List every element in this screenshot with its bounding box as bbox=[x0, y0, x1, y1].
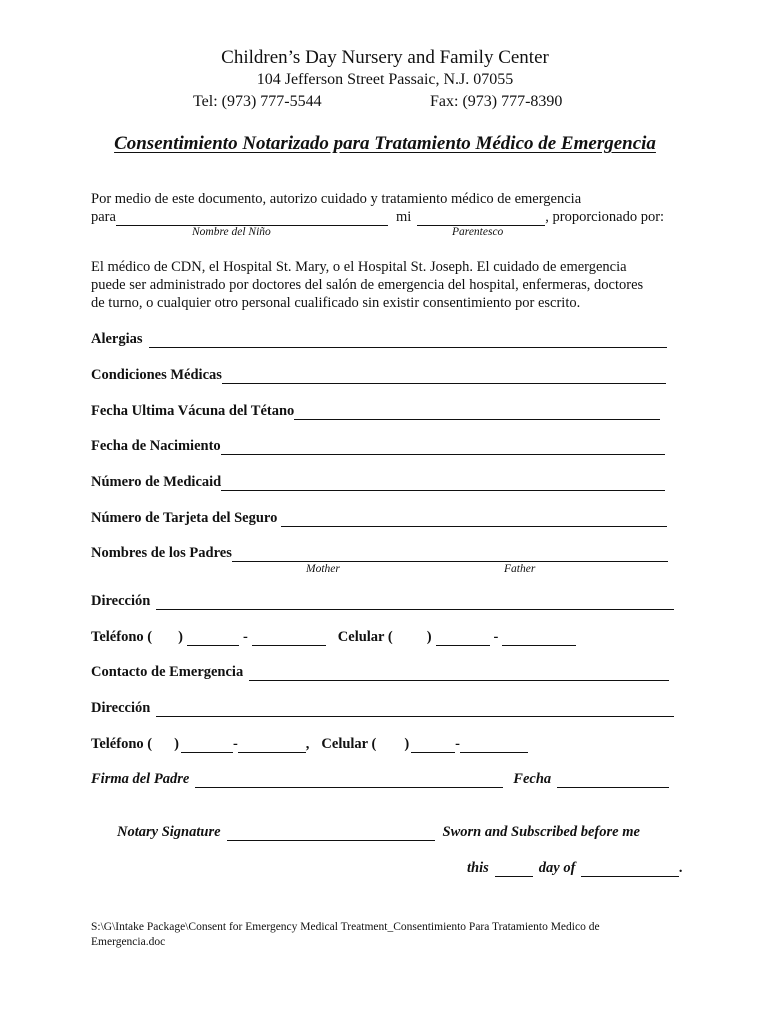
phone2-dash: - bbox=[232, 736, 238, 752]
document-title: Consentimiento Notarizado para Tratamiento Médico de Emergencia bbox=[114, 133, 656, 154]
medicaid-row bbox=[91, 474, 665, 491]
parent-signature-row bbox=[91, 771, 669, 788]
day-of-label: day of bbox=[538, 860, 576, 876]
phone1-row bbox=[91, 629, 576, 646]
cell2-dash: - bbox=[455, 736, 460, 752]
cell1-label: Celular ( bbox=[337, 629, 393, 645]
medicaid-label: Número de Medicaid bbox=[91, 474, 222, 490]
emergency-contact-line[interactable] bbox=[249, 668, 669, 681]
insurance-line[interactable] bbox=[281, 514, 667, 527]
date-line[interactable] bbox=[557, 775, 669, 788]
notary-signature-line[interactable] bbox=[227, 828, 435, 841]
notary-signature-label: Notary Signature bbox=[117, 824, 221, 840]
emergency-contact-row bbox=[91, 664, 669, 681]
organization-name: Children’s Day Nursery and Family Center bbox=[221, 47, 549, 68]
mi-label: mi bbox=[395, 209, 412, 225]
emergency-contact-label: Contacto de Emergencia bbox=[91, 664, 244, 680]
this-label: this bbox=[467, 860, 489, 876]
allergies-row bbox=[91, 331, 667, 348]
phone2-comma: , bbox=[305, 736, 310, 752]
phone1-number-line[interactable] bbox=[252, 633, 326, 646]
phone1-dash: - bbox=[242, 629, 248, 645]
cell2-close: ) bbox=[404, 736, 410, 752]
para-label: para bbox=[91, 209, 116, 225]
parent-signature-label: Firma del Padre bbox=[91, 771, 190, 787]
cell1-prefix-line[interactable] bbox=[436, 633, 490, 646]
phone2-close: ) bbox=[174, 736, 179, 752]
cell2-number-line[interactable] bbox=[460, 740, 528, 753]
parents-line[interactable] bbox=[232, 549, 668, 562]
relationship-caption: Parentesco bbox=[452, 226, 504, 238]
parent-signature-line[interactable] bbox=[195, 775, 503, 788]
cell1-close: ) bbox=[426, 629, 432, 645]
cell1-dash: - bbox=[493, 629, 499, 645]
parents-row bbox=[91, 545, 668, 562]
consent-paragraph-line-1: El médico de CDN, el Hospital St. Mary, o el Hospital St. Joseph. El cuidado de emergencia bbox=[91, 259, 627, 275]
dob-row bbox=[91, 438, 665, 455]
notary-row bbox=[117, 824, 640, 841]
file-path-line-2: Emergencia.doc bbox=[91, 936, 166, 948]
phone2-label: Teléfono ( bbox=[91, 736, 153, 752]
phone1-prefix-line[interactable] bbox=[187, 633, 239, 646]
phone2-row bbox=[91, 736, 528, 753]
parents-label: Nombres de los Padres bbox=[91, 545, 232, 561]
conditions-row bbox=[91, 367, 666, 384]
phone1-close: ) bbox=[178, 629, 183, 645]
cell1-number-line[interactable] bbox=[502, 633, 576, 646]
allergies-label: Alergias bbox=[91, 331, 143, 347]
conditions-line[interactable] bbox=[222, 371, 666, 384]
telephone: Tel: (973) 777-5544 bbox=[193, 93, 322, 110]
intro-line-1: Por medio de este documento, autorizo cuidado y tratamiento médico de emergencia bbox=[91, 191, 582, 207]
address2-row bbox=[91, 700, 674, 717]
cell2-label: Celular ( bbox=[321, 736, 377, 752]
allergies-line[interactable] bbox=[149, 335, 667, 348]
date-label: Fecha bbox=[513, 771, 552, 787]
father-caption: Father bbox=[504, 563, 536, 575]
day-line[interactable] bbox=[495, 864, 533, 877]
phone2-prefix-line[interactable] bbox=[181, 740, 233, 753]
notary-date-row bbox=[467, 860, 683, 877]
tetanus-row bbox=[91, 403, 660, 420]
conditions-label: Condiciones Médicas bbox=[91, 367, 222, 383]
medicaid-line[interactable] bbox=[221, 478, 665, 491]
cell2-prefix-line[interactable] bbox=[411, 740, 455, 753]
address1-label: Dirección bbox=[91, 593, 151, 609]
address1-line[interactable] bbox=[156, 597, 674, 610]
file-path-line-1: S:\G\Intake Package\Consent for Emergency Medical Treatment_Consentimiento Para Tratamiento Medico de bbox=[91, 921, 600, 933]
insurance-row bbox=[91, 510, 667, 527]
insurance-label: Número de Tarjeta del Seguro bbox=[91, 510, 278, 526]
child-name-caption: Nombre del Niño bbox=[192, 226, 271, 238]
tetanus-line[interactable] bbox=[294, 407, 660, 420]
dob-label: Fecha de Nacimiento bbox=[91, 438, 221, 454]
organization-address: 104 Jefferson Street Passaic, N.J. 07055 bbox=[256, 71, 514, 88]
relationship-line[interactable] bbox=[417, 213, 545, 226]
consent-paragraph-line-2: puede ser administrado por doctores del salón de emergencia del hospital, enfermeras, doctores bbox=[91, 277, 644, 293]
month-year-line[interactable] bbox=[581, 864, 679, 877]
address2-label: Dirección bbox=[91, 700, 151, 716]
address2-line[interactable] bbox=[156, 704, 674, 717]
tetanus-label: Fecha Ultima Vácuna del Tétano bbox=[91, 403, 295, 419]
address1-row bbox=[91, 593, 674, 610]
mother-caption: Mother bbox=[306, 563, 340, 575]
provided-by-label: , proporcionado por: bbox=[545, 209, 665, 225]
consent-paragraph-line-3: de turno, o cualquier otro personal cualificado sin existir consentimiento por escrito. bbox=[91, 295, 581, 311]
period: . bbox=[679, 860, 684, 876]
intro-line-2 bbox=[91, 209, 664, 226]
sworn-label: Sworn and Subscribed before me bbox=[442, 824, 640, 840]
phone2-number-line[interactable] bbox=[238, 740, 306, 753]
dob-line[interactable] bbox=[221, 442, 665, 455]
child-name-line[interactable] bbox=[116, 213, 388, 226]
phone1-label: Teléfono ( bbox=[91, 629, 153, 645]
fax: Fax: (973) 777-8390 bbox=[430, 93, 563, 110]
